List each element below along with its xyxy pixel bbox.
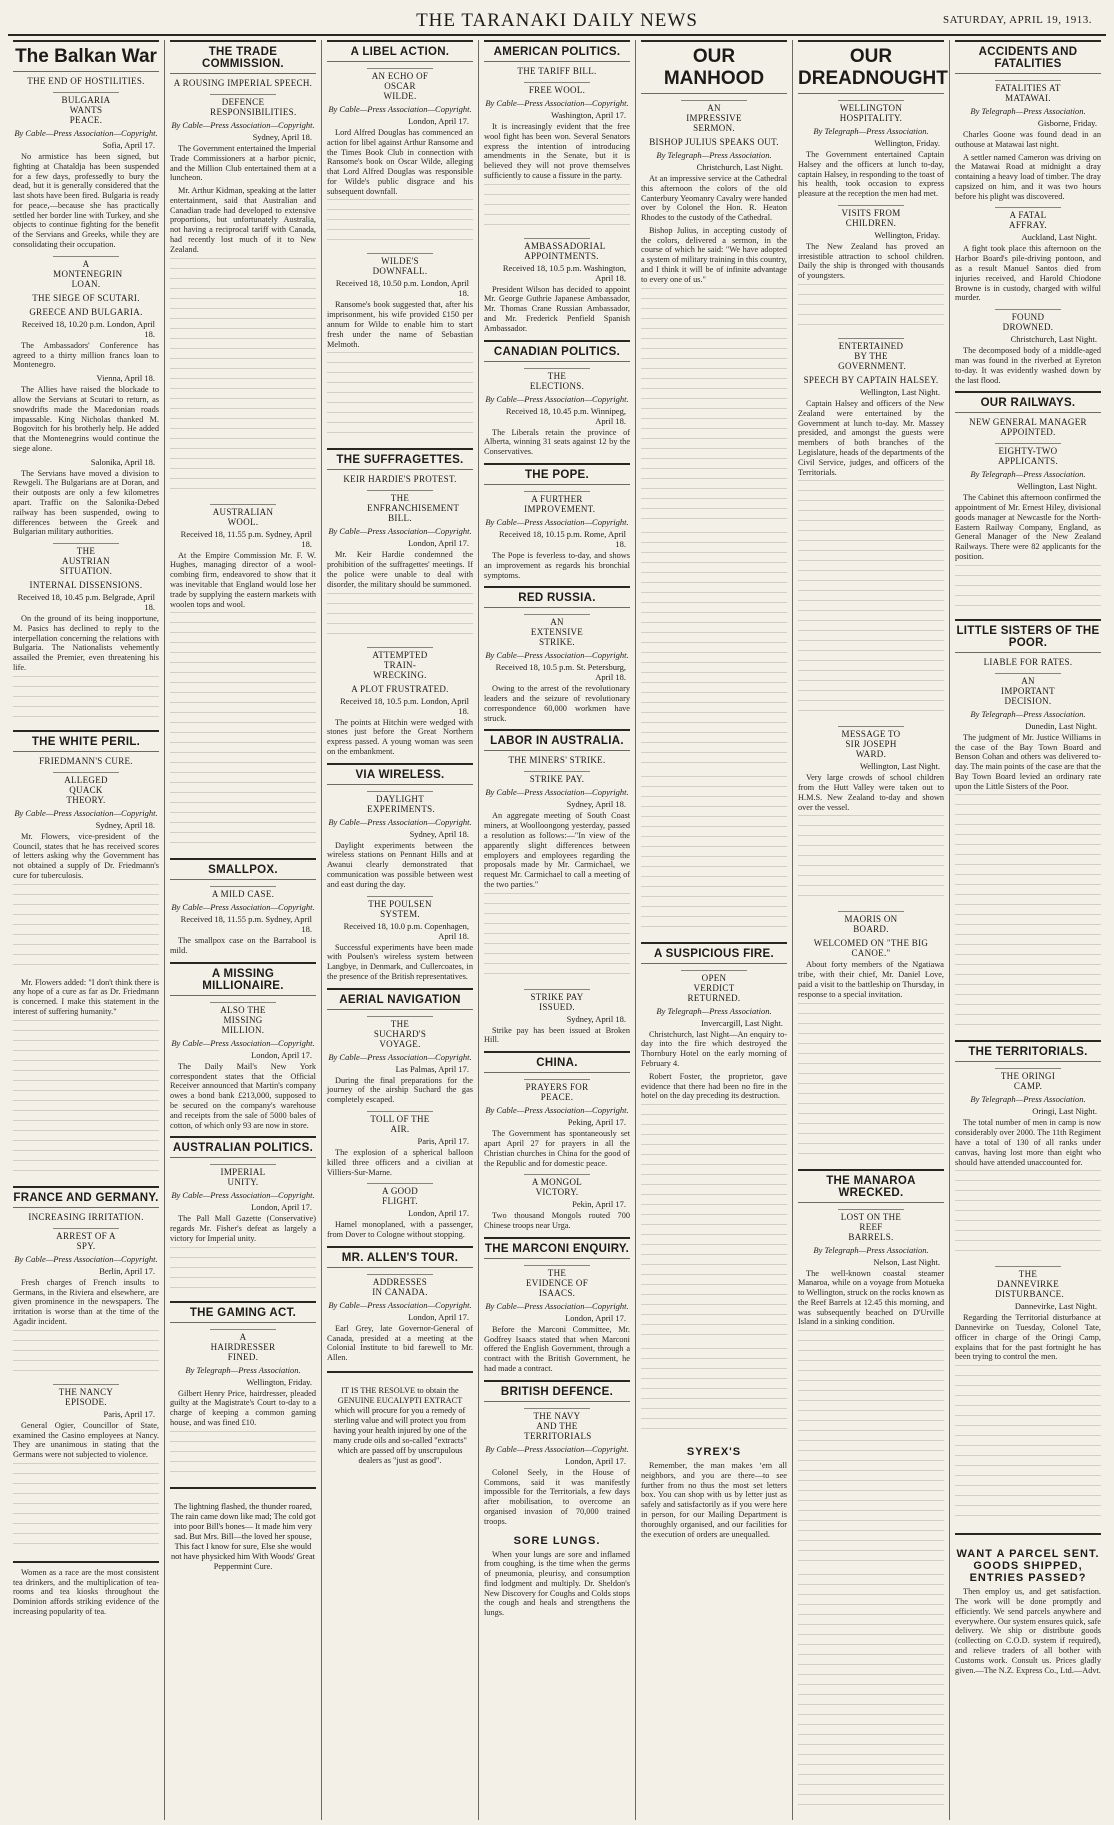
subheading: THE AUSTRIAN SITUATION. [53, 543, 119, 576]
article-paragraph: A fight took place this afternoon on the Harbor Board's pile-driving pontoon, and as a result Manuel Santos died from injuries received, and Harold Chiodone Browne is in custody, charged with wilful murder. [955, 244, 1101, 303]
column-2 [165, 40, 322, 1820]
advertisement [170, 1487, 316, 1572]
ad-heading: SORE LUNGS. [513, 1534, 601, 1547]
article-paragraph: Robert Foster, the proprietor, gave evidence that there had been no fire in the hotel on the day preceding its destruction. [641, 1071, 787, 1101]
byline: By Telegraph—Press Association. [185, 1364, 301, 1375]
dateline: Received 18, 10.20 p.m. London, April 18. [21, 318, 155, 339]
byline: By Cable—Press Association—Copyright. [485, 1105, 629, 1116]
subheading: ALSO THE MISSING MILLION. [210, 1002, 276, 1035]
dateline: Berlin, April 17. [99, 1265, 155, 1276]
subheading: AMBASSADORIAL APPOINTMENTS. [524, 238, 590, 261]
article-paragraph: Before the Marconi Committee, Mr. Godfrey Isaacs stated that when Marconi offered the English Government, through a contract with the British Government, he had made a contract. [484, 1324, 630, 1374]
article-headline: The Balkan War [13, 40, 159, 72]
dateline: Las Palmas, April 17. [395, 1063, 469, 1074]
column-5 [636, 40, 793, 1820]
byline: By Cable—Press Association—Copyright. [485, 1300, 629, 1311]
article-paragraph: Hamel monoplaned, with a passenger, from Dover to Cologne without stopping. [327, 1220, 473, 1240]
byline: By Cable—Press Association—Copyright. [328, 104, 472, 114]
article-headline: MR. ALLEN'S TOUR. [327, 1246, 473, 1268]
article-body-text [798, 480, 944, 720]
dateline: Received 18, 10.5 p.m. St. Petersburg, April 18. [495, 662, 626, 683]
subheading: INCREASING IRRITATION. [28, 1211, 144, 1222]
dateline: Paris, April 17. [103, 1408, 155, 1419]
article-paragraph: General Ogier, Councillor of State, examined the Casino employees at Nancy. They are unanimous in stating that the Germans were not subjected to violence. [13, 1420, 159, 1460]
article-paragraph: Captain Halsey and officers of the New Zealand were entertained by the Government at lunch to-day. Mr. Massey presided, and amongst the guests were members of both branches of the Legislature, heads of the departments of the Civil Service, judges, and officers of the Territorials. [798, 399, 944, 477]
article-paragraph: Mr. Keir Hardie condemned the prohibition of the suffragettes' meetings. If the police were unable to deal with disorder, the military should be summoned. [327, 550, 473, 589]
byline: By Cable—Press Association—Copyright. [485, 787, 629, 798]
ad-text: Remember, the man makes ‘em all neighbors, and you are there—to see further from no thus the most set letters box. You can shop with us by letter just as safely and satisfactorily as if you were here in person, for our Mailing Department is thoroughly organised, and our facilities for the execution of orders are unequalled. [641, 1461, 787, 1539]
advertisement [13, 1561, 159, 1617]
subheading: A FURTHER IMPROVEMENT. [524, 491, 590, 514]
dateline: London, April 17. [408, 538, 469, 549]
ad-heading: WANT A PARCEL SENT. GOODS SHIPPED, ENTRIES PASSED? [956, 1548, 1100, 1585]
article-body-text [955, 565, 1101, 613]
article-paragraph: Colonel Seely, in the House of Commons, said it was manifestly impossible for the Territorials, a few days after mobilisation, to overcome an organised invasion of 70,000 trained troops. [484, 1467, 630, 1526]
masthead [8, 6, 1106, 36]
dateline: Sydney, April 18. [252, 132, 312, 142]
article-body-text [170, 1431, 316, 1479]
dateline: Received 18, 10.45 p.m. Belgrade, April 18. [17, 592, 155, 613]
article-paragraph: Regarding the Territorial disturbance at Dannevirke on Tuesday, Colonel Tate, officer in charge of the Oringi Camp, explains that for the past fortnight he has been trying to control the men. [955, 1313, 1101, 1362]
subheading: THE EVIDENCE OF ISAACS. [524, 1265, 590, 1298]
dateline: Salonika, April 18. [90, 456, 155, 467]
article-paragraph: At the Empire Commission Mr. F. W. Hughes, managing director of a wool-combing firm, endeavored to show that it was inevitable that England would lose her trade by supplying the eastern markets with woolen tops and wool. [170, 550, 316, 609]
subheading: WELLINGTON HOSPITALITY. [838, 100, 904, 123]
subheading: LOST ON THE REEF BARRELS. [838, 1209, 904, 1242]
subheading: A MILD CASE. [210, 886, 276, 899]
article-paragraph: Very large crowds of school children from the Hutt Valley were taken out to H.M.S. New Zealand to-day and shown over the vessel. [798, 773, 944, 812]
article-headline: THE MANAROA WRECKED. [798, 1169, 944, 1203]
byline: By Cable—Press Association—Copyright. [328, 816, 472, 827]
subheading: THE ORINGI CAMP. [995, 1068, 1061, 1091]
article-headline: ACCIDENTS AND FATALITIES [955, 40, 1101, 74]
subheading: FREE WOOL. [524, 82, 590, 95]
article-paragraph: Christchurch, last Night—An enquiry to-day into the fire which destroyed the Thornbury Hotel on the early morning of February 4. [641, 1029, 787, 1068]
dateline: Wellington, Last Night. [1016, 481, 1097, 492]
article-body-text [13, 1020, 159, 1180]
article-paragraph: Mr. Flowers added: "I don't think there is any hope of a cure as far as Dr. Friedmann is concerned. I make this statement in the interest of suffering humanity." [13, 977, 159, 1017]
article-body-text [170, 258, 316, 498]
subheading: THE POULSEN SYSTEM. [367, 896, 433, 919]
article-paragraph: The explosion of a spherical balloon killed three officers and a civilian at Villiers-Sur-Marne. [327, 1148, 473, 1177]
subheading: IMPERIAL UNITY. [210, 1164, 276, 1187]
subheading: A PLOT FRUSTRATED. [351, 683, 449, 694]
subheading: AUSTRALIAN WOOL. [210, 504, 276, 527]
article-headline: BRITISH DEFENCE. [484, 1380, 630, 1402]
subheading: WILDE'S DOWNFALL. [367, 253, 433, 276]
byline: By Cable—Press Association—Copyright. [328, 1299, 472, 1310]
article-body-text [798, 815, 944, 905]
dateline: Auckland, Last Night. [1021, 232, 1097, 243]
article-headline: FRANCE AND GERMANY. [13, 1186, 159, 1208]
subheading: A HAIRDRESSER FINED. [210, 1329, 276, 1362]
article-body-text [170, 1247, 316, 1295]
article-paragraph: No armistice has been signed, but fighting at Chataldja has been suspended for a few days, professedly to bury the dead, but it is generally considered that the last shots have been fired. Bulgaria is ready for peace,—because she has practically settled her border line with Turkey, and she objects to continue fighting for the benefit of the Servians and Greeks, while they are consolidating their occupation. [13, 152, 159, 250]
ad-text: When your lungs are sore and inflamed from coughing, is the time when the germs of pneumonia, pleurisy, and consumption find lodgment and multiply. Dr. Sheldon's New Discovery for Coughs and Colds stops the cough and heals and strengthens the lungs. [484, 1549, 630, 1618]
subheading: ADDRESSES IN CANADA. [367, 1274, 433, 1297]
article-headline: THE TERRITORIALS. [955, 1040, 1101, 1062]
dateline: Dannevirke, Last Night. [1014, 1301, 1097, 1312]
subheading: THE DANNEVIRKE DISTURBANCE. [995, 1266, 1061, 1299]
ad-text: Then employ us, and get satisfaction. The work will be done promptly and efficiently. We send parcels anywhere and everywhere. Our system ensures quick, safe delivery. We ship or distribute goods (collecting on C.O.D. system if required), and relieve traders of all bother with Customs work. Consult us. Prices gladly given.—The N.Z. Express Co., Ltd.—Advt. [955, 1587, 1101, 1675]
subheading: ARREST OF A SPY. [53, 1228, 119, 1251]
byline: By Cable—Press Association—Copyright. [14, 1253, 158, 1264]
article-body-text [13, 676, 159, 724]
column-4 [479, 40, 636, 1820]
subheading: FOUND DROWNED. [995, 309, 1061, 332]
subheading: AN ECHO OF OSCAR WILDE. [367, 68, 433, 101]
article-headline: CANADIAN POLITICS. [484, 340, 630, 362]
article-body-text [955, 1170, 1101, 1260]
subheading: THE TARIFF BILL. [517, 66, 597, 76]
article-body-text [13, 884, 159, 974]
subheading: FATALITIES AT MATAWAI. [995, 80, 1061, 103]
article-headline: LITTLE SISTERS OF THE POOR. [955, 619, 1101, 653]
byline: By Telegraph—Press Association. [970, 1094, 1086, 1105]
subheading: MAORIS ON BOARD. [838, 911, 904, 934]
article-headline: OUR MANHOOD [641, 40, 787, 94]
subheading: A ROUSING IMPERIAL SPEECH. [173, 78, 313, 88]
article-paragraph: The New Zealand has proved an irresistible attraction to school children. Daily the ship is thronged with thousands of youngsters. [798, 241, 944, 281]
article-paragraph: At an impressive service at the Cathedral this afternoon the colors of the old Canterbury Yeomanry Cavalry were handed over by Colonel the Hon. R. Heaton Rhodes to the custody of the Cathedral. [641, 174, 787, 223]
dateline: Invercargill, Last Night. [701, 1017, 783, 1028]
article-paragraph: The Government has spontaneously set apart April 27 for prayers in all the Christian churches in China for the good of the Republic and for domestic peace. [484, 1129, 630, 1168]
ad-heading: SYREX'S [686, 1446, 742, 1459]
article-paragraph: Earl Grey, late Governor-General of Canada, presided at a meeting at the Colonial Institute to bid farewell to Mr. Allen. [327, 1323, 473, 1363]
subheading: ENTERTAINED BY THE GOVERNMENT. [838, 338, 904, 371]
article-paragraph: During the final preparations for the journey of the airship Suchard the gas completely escaped. [327, 1075, 473, 1105]
article-headline: A SUSPICIOUS FIRE. [641, 942, 787, 964]
byline: By Telegraph—Press Association. [656, 1005, 772, 1016]
dateline: Washington, April 17. [551, 110, 626, 120]
article-headline: THE SUFFRAGETTES. [327, 448, 473, 470]
dateline: Wellington, Last Night. [859, 761, 940, 772]
dateline: Wellington, Friday. [874, 229, 940, 240]
dateline: Received 18, 10.45 p.m. Winnipeg, April 18. [505, 405, 626, 426]
subheading: THE NANCY EPISODE. [53, 1384, 119, 1407]
dateline: Dunedin, Last Night. [1025, 720, 1097, 731]
column-6 [793, 40, 950, 1820]
subheading: THE SUCHARD'S VOYAGE. [367, 1016, 433, 1049]
article-paragraph: It is increasingly evident that the free wool fight has been won. Several Senators express the intention of introducing amendments in the Senate, but it is believed they will not prove themselves sufficiently to cause a fissure in the party. [484, 122, 630, 180]
subheading: NEW GENERAL MANAGER APPOINTED. [969, 417, 1087, 438]
article-headline: CHINA. [484, 1051, 630, 1073]
article-paragraph: Gilbert Henry Price, hairdresser, pleaded guilty at the Magistrate's Court to-day to a charge of keeping a common gaming house, and was fined £10. [170, 1388, 316, 1427]
columns [8, 40, 1106, 1820]
article-headline: A LIBEL ACTION. [327, 40, 473, 62]
subheading: WELCOMED ON "THE BIG CANOE." [813, 938, 929, 959]
article-paragraph: The points at Hitchin were wedged with stones just before the Great Northern express passed. A young woman was seen on the embankment. [327, 717, 473, 756]
article-body-text [13, 1330, 159, 1378]
dateline: Peking, April 17. [567, 1117, 626, 1128]
article-paragraph: Fresh charges of French insults to Germans, in the Riviera and elsewhere, are given prominence in the newspapers. The irritation is worse than at the time of the Agadir incident. [13, 1277, 159, 1326]
subheading: BISHOP JULIUS SPEAKS OUT. [649, 137, 779, 147]
dateline: Wellington, Friday. [874, 138, 940, 148]
subheading: STRIKE PAY ISSUED. [524, 989, 590, 1012]
article-headline: AERIAL NAVIGATION [327, 988, 473, 1010]
article-headline: AUSTRALIAN POLITICS. [170, 1136, 316, 1158]
byline: By Telegraph—Press Association. [970, 106, 1086, 116]
subheading: THE NAVY AND THE TERRITORIALS [524, 1408, 590, 1441]
byline: By Telegraph—Press Association. [813, 126, 929, 136]
issue-date: SATURDAY, APRIL 19, 1913. [942, 14, 1092, 26]
article-paragraph: The Daily Mail's New York correspondent states that the Official Receiver announced that Martin's company owes a bond bank £213,000, supposed to be secured on the company's warehouse and receipts from the sale of 5000 bales of cotton, of which only 93 are now in store. [170, 1061, 316, 1130]
byline: By Cable—Press Association—Copyright. [485, 393, 629, 404]
dateline: London, April 17. [565, 1312, 626, 1323]
article-paragraph: Lord Alfred Douglas has commenced an action for libel against Arthur Ransome and the Times Book Club in connection with Ransome's book on Oscar Wilde, alleging that Lord Alfred Douglas was responsible for Wilde's public disgrace and his subsequent downfall. [327, 128, 473, 196]
subheading: LIABLE FOR RATES. [983, 656, 1073, 667]
subheading: INTERNAL DISSENSIONS. [29, 580, 143, 591]
article-paragraph: An aggregate meeting of South Coast miners, at Woolloongong yesterday, passed a resolution as follows:—"In view of the apparently slight differences between employers and employees regarding the proposals made by Mr. Carmichael, we request Mr. Carmichael to call a meeting of the two parties." [484, 811, 630, 889]
subheading: A FATAL AFFRAY. [995, 207, 1061, 230]
dateline: Christchurch, Last Night. [696, 162, 783, 172]
article-body-text [327, 593, 473, 641]
subheading: FRIEDMANN'S CURE. [39, 755, 133, 766]
subheading: TOLL OF THE AIR. [367, 1111, 433, 1134]
dateline: London, April 17. [408, 1208, 469, 1219]
article-body-text [170, 612, 316, 852]
subheading: MESSAGE TO SIR JOSEPH WARD. [838, 726, 904, 759]
article-paragraph: Successful experiments have been made with Poulsen's wireless system between Langbye, in Denmark, and Cullercoates, in the presence of the British representatives. [327, 942, 473, 981]
dateline: Sydney, April 18. [566, 1013, 626, 1024]
subheading: A GOOD FLIGHT. [367, 1183, 433, 1206]
subheading: GREECE AND BULGARIA. [29, 306, 143, 317]
article-paragraph: The well-known coastal steamer Manaroa, while on a voyage from Motueka to Wellington, struck on the rocks known as the Reef Barrels at 12.45 this morning, and was subsequently beached on D'Urville Island in a sinking condition. [798, 1268, 944, 1327]
newspaper-title: THE TARANAKI DAILY NEWS [416, 10, 698, 31]
subheading: AN IMPORTANT DECISION. [995, 673, 1061, 706]
article-paragraph: The Pope is feverless to-day, and shows an improvement as regards his bronchial symptoms. [484, 550, 630, 580]
article-paragraph: The total number of men in camp is now considerably over 2000. The 11th Regiment have a total of 130 of all ranks under canvas, having lost more than eight who should have attended unaccounted for. [955, 1118, 1101, 1167]
subheading: ALLEGED QUACK THEORY. [53, 772, 119, 805]
byline: By Cable—Press Association—Copyright. [485, 98, 629, 108]
article-body-text [798, 284, 944, 332]
dateline: Sofia, April 17. [102, 140, 155, 150]
article-paragraph: The judgment of Mr. Justice Williams in the case of the Bay Town Board and Benson Cohan and others was delivered to-day. The main points of the case are that the Bay Town Board levied an ordinary rate upon the Little Sisters of the Poor. [955, 732, 1101, 791]
subheading: THE MINERS' STRIKE. [508, 755, 606, 766]
article-headline: THE TRADE COMMISSION. [170, 40, 316, 74]
subheading: STRIKE PAY. [524, 771, 590, 784]
dateline: London, April 17. [251, 1202, 312, 1213]
subheading: KEIR HARDIE'S PROTEST. [343, 474, 457, 485]
dateline: Received 18, 10.5 p.m. London, April 18. [340, 695, 469, 716]
subheading: OPEN VERDICT RETURNED. [681, 970, 747, 1003]
article-paragraph: Mr. Flowers, vice-president of the Council, states that he has received scores of letters asking why the Government has not obtained a supply of Dr. Friedmann's cure for tuberculosis. [13, 831, 159, 880]
article-paragraph: The Allies have raised the blockade to allow the Servians at Scutari to return, as snowdrifts made the Macedonian roads impassable. King Nicholas thanked M. Bogovitch for his brotherly help. He added that the Montenegrins would continue the siege alone. [13, 385, 159, 453]
dateline: London, April 17. [251, 1049, 312, 1060]
article-paragraph: The Pall Mall Gazette (Conservative) regards Mr. Fisher's defeat as largely a victory for Imperial unity. [170, 1214, 316, 1243]
ad-text: Women as a race are the most consistent tea drinkers, and the multiplication of tea-rooms and tea kiosks throughout the Dominion affords striking evidence of the increasing popularity of tea. [13, 1567, 159, 1616]
article-paragraph: On the ground of its being inopportune, M. Pasics has declined to reply to the interpellation concerning the relations with Bulgaria. The Nationalists vehemently assailed the Premier, even threatening his life. [13, 614, 159, 672]
dateline: Received 18, 11.55 p.m. Sydney, April 18. [180, 914, 312, 935]
subheading: A MONGOL VICTORY. [524, 1174, 590, 1197]
subheading: ATTEMPTED TRAIN-WRECKING. [367, 647, 433, 680]
article-headline: AMERICAN POLITICS. [484, 40, 630, 62]
byline: By Cable—Press Association—Copyright. [485, 650, 629, 661]
subheading: DAYLIGHT EXPERIMENTS. [367, 791, 433, 814]
article-paragraph: Bishop Julius, in accepting custody of the colors, delivered a sermon, in the course of which he said: "We have adopted a system of military training in this country, and I think it will be of infinite advantage to every one of us." [641, 225, 787, 284]
byline: By Cable—Press Association—Copyright. [171, 1037, 315, 1048]
article-headline: THE GAMING ACT. [170, 1301, 316, 1323]
dateline: Received 18, 10.0 p.m. Copenhagen, April 18. [343, 920, 469, 941]
article-body-text [955, 1365, 1101, 1525]
article-body-text [798, 1003, 944, 1163]
byline: By Cable—Press Association—Copyright. [485, 1443, 629, 1454]
dateline: Sydney, April 18. [95, 819, 155, 830]
article-headline: SMALLPOX. [170, 858, 316, 880]
article-body-text [641, 288, 787, 528]
subheading: PRAYERS FOR PEACE. [524, 1079, 590, 1102]
dateline: Sydney, April 18. [409, 828, 469, 839]
column-1 [8, 40, 165, 1820]
dateline: Received 18, 10.50 p.m. London, April 18. [335, 278, 469, 299]
subheading: THE SIEGE OF SCUTARI. [32, 292, 140, 303]
dateline: Paris, April 17. [417, 1136, 469, 1146]
article-paragraph: Strike pay has been issued at Broken Hill. [484, 1025, 630, 1045]
article-paragraph: President Wilson has decided to appoint Mr. George Guthrie Japanese Ambassador, Mr. Thomas Crane Russian Ambassador, and Mr. Frederick Penfield Spanish Ambassador. [484, 284, 630, 333]
article-body-text [641, 532, 787, 772]
byline: By Cable—Press Association—Copyright. [14, 807, 158, 818]
advertisement [327, 1371, 473, 1466]
ad-text: IT IS THE RESOLVE to obtain the GENUINE EUCALYPTI EXTRACT which will procure for you a remedy of sterling value and will protect you from having your health injured by one of the many crude oils and so-called "extracts" which are passed off by unscrupulous dealers as "just as good". [333, 1386, 467, 1465]
dateline: Sydney, April 18. [566, 799, 626, 810]
article-headline: OUR RAILWAYS. [955, 391, 1101, 413]
dateline: Pekin, April 17. [572, 1199, 626, 1210]
subheading: BULGARIA WANTS PEACE. [53, 92, 119, 125]
article-paragraph: The Ambassadors' Conference has agreed to a thirty million francs loan to Montenegro. [13, 340, 159, 370]
article-body-text [798, 1574, 944, 1814]
byline: By Telegraph—Press Association. [970, 708, 1086, 719]
article-headline: A MISSING MILLIONAIRE. [170, 962, 316, 996]
article-paragraph: Owing to the arrest of the revolutionary leaders and the seizure of revolutionary correspondence 60,000 workmen have struck. [484, 684, 630, 723]
article-paragraph: Mr. Arthur Kidman, speaking at the latter entertainment, said that Australian and Canadian trade had developed to extensive proportions, but unfortunately Australia, not having a reciprocal tariff with Canada, had recently lost much of it to New Zealand. [170, 186, 316, 254]
article-body-text [484, 184, 630, 232]
byline: By Cable—Press Association—Copyright. [14, 128, 158, 138]
byline: By Cable—Press Association—Copyright. [171, 1190, 315, 1201]
article-paragraph: Daylight experiments between the wireless stations on Pennant Hills and at Awanui clearly demonstrated that communication was possible between west and east during the day. [327, 840, 473, 889]
subheading: AN EXTENSIVE STRIKE. [524, 614, 590, 647]
subheading: THE ENFRANCHISEMENT BILL. [367, 490, 433, 523]
subheading: AN IMPRESSIVE SERMON. [681, 100, 747, 133]
dateline: Vienna, April 18. [96, 373, 155, 384]
article-paragraph: The Servians have moved a division to Rewgeli. The Bulgarians are at Doran, and their outposts are only a few kilometres apart. Traffic on the Salonika-Debed railway has been suspended, owing to differences between the Greek and Bulgarian military authorities. [13, 468, 159, 537]
article-paragraph: The Government entertained the Imperial Trade Commissioners at a harbor picnic, and the Million Club entertained them at a luncheon. [170, 144, 316, 183]
article-headline: LABOR IN AUSTRALIA. [484, 729, 630, 751]
article-body-text [641, 1348, 787, 1438]
dateline: London, April 17. [408, 116, 469, 126]
article-paragraph: Charles Goone was found dead in an outhouse at Matawai last night. [955, 130, 1101, 149]
dateline: London, April 17. [408, 1311, 469, 1322]
article-paragraph: Two thousand Mongols routed 700 Chinese troops near Urga. [484, 1211, 630, 1231]
byline: By Cable—Press Association—Copyright. [171, 902, 315, 913]
article-paragraph: About forty members of the Ngatiawa tribe, with their chief, Mr. Daniel Love, paid a visit to the battleship on Thursday, in response to a special invitation. [798, 960, 944, 999]
dateline: Received 18, 11.55 p.m. Sydney, April 18. [180, 528, 312, 549]
subheading: SPEECH BY CAPTAIN HALSEY. [803, 375, 939, 386]
subheading: DEFENCE RESPONSIBILITIES. [210, 94, 276, 117]
article-paragraph: The smallpox case on the Barrabool is mild. [170, 936, 316, 956]
dateline: Wellington, Friday. [246, 1376, 312, 1387]
dateline: London, April 17. [565, 1455, 626, 1466]
article-paragraph: A settler named Cameron was driving on the Matawai Road at midnight a dray containing a heavy load of timber. The dray capsized on him, and it was two hours before his plight was discovered. [955, 152, 1101, 201]
byline: By Cable—Press Association—Copyright. [171, 120, 315, 130]
article-paragraph: The decomposed body of a middle-aged man was found in the riverbed at Eyreton to-day. It was evidently washed down by the last flood. [955, 346, 1101, 385]
article-body-text [484, 893, 630, 983]
article-paragraph: Ransome's book suggested that, after his imprisonment, his wife provided £150 per annum for Wilde to enable him to start fresh under the name of Sebastian Melmoth. [327, 300, 473, 349]
article-body-text [327, 352, 473, 442]
subheading: EIGHTY-TWO APPLICANTS. [995, 443, 1061, 466]
article-body-text [798, 1330, 944, 1570]
byline: By Cable—Press Association—Copyright. [328, 1051, 472, 1062]
article-body-text [641, 1104, 787, 1344]
article-paragraph: The Cabinet this afternoon confirmed the appointment of Mr. Ernest Hiley, divisional goods manager at Newcastle for the North-Eastern Railway Company, England, as General Manager of the New Zealand Railways. There were 82 applicants for the position. [955, 493, 1101, 561]
article-body-text [641, 776, 787, 936]
article-headline: THE POPE. [484, 463, 630, 485]
advertisement [955, 1533, 1101, 1675]
byline: By Telegraph—Press Association. [970, 469, 1086, 480]
dateline: Oringi, Last Night. [1032, 1106, 1097, 1117]
article-headline: VIA WIRELESS. [327, 763, 473, 785]
article-paragraph: The Government entertained Captain Halsey and the officers at lunch to-day, captain Halsey, in responding to the toast of his health, took occasion to express pleasure at the reception the men had met. [798, 150, 944, 199]
dateline: Gisborne, Friday. [1037, 118, 1097, 128]
subheading: THE END OF HOSTILITIES. [27, 76, 145, 86]
dateline: Received 18, 10.5 p.m. Washington, April 18. [502, 262, 626, 283]
ad-text: The lightning flashed, the thunder roared, The rain came down like mad; The cold got into poor Bill's bones— It made him very sad. But Mrs. Bill—the loved her spouse, This fact I know for sure, Else she would not have physicked him With Woods' Great Peppermint Cure. [170, 1502, 316, 1571]
dateline: Christchurch, Last Night. [1010, 334, 1097, 345]
subheading: VISITS FROM CHILDREN. [838, 205, 904, 228]
byline: By Cable—Press Association—Copyright. [485, 516, 629, 527]
article-body-text [13, 1463, 159, 1553]
article-headline: THE MARCONI ENQUIRY. [484, 1237, 630, 1259]
column-7 [950, 40, 1106, 1820]
article-body-text [955, 794, 1101, 1034]
column-3 [322, 40, 479, 1820]
dateline: Nelson, Last Night. [873, 1256, 940, 1267]
subheading: THE ELECTIONS. [524, 368, 590, 391]
byline: By Telegraph—Press Association. [813, 1244, 929, 1255]
article-body-text [327, 199, 473, 247]
article-paragraph: The Liberals retain the province of Alberta, winning 31 seats against 12 by the Conservatives. [484, 427, 630, 457]
dateline: Received 18, 10.15 p.m. Rome, April 18. [498, 528, 626, 549]
byline: By Cable—Press Association—Copyright. [328, 526, 472, 537]
article-headline: OUR DREADNOUGHT [798, 40, 944, 94]
byline: By Telegraph—Press Association. [656, 150, 772, 160]
dateline: Wellington, Last Night. [859, 387, 940, 398]
article-headline: RED RUSSIA. [484, 586, 630, 608]
subheading: A MONTENEGRIN LOAN. [53, 256, 119, 289]
article-headline: THE WHITE PERIL. [13, 730, 159, 752]
